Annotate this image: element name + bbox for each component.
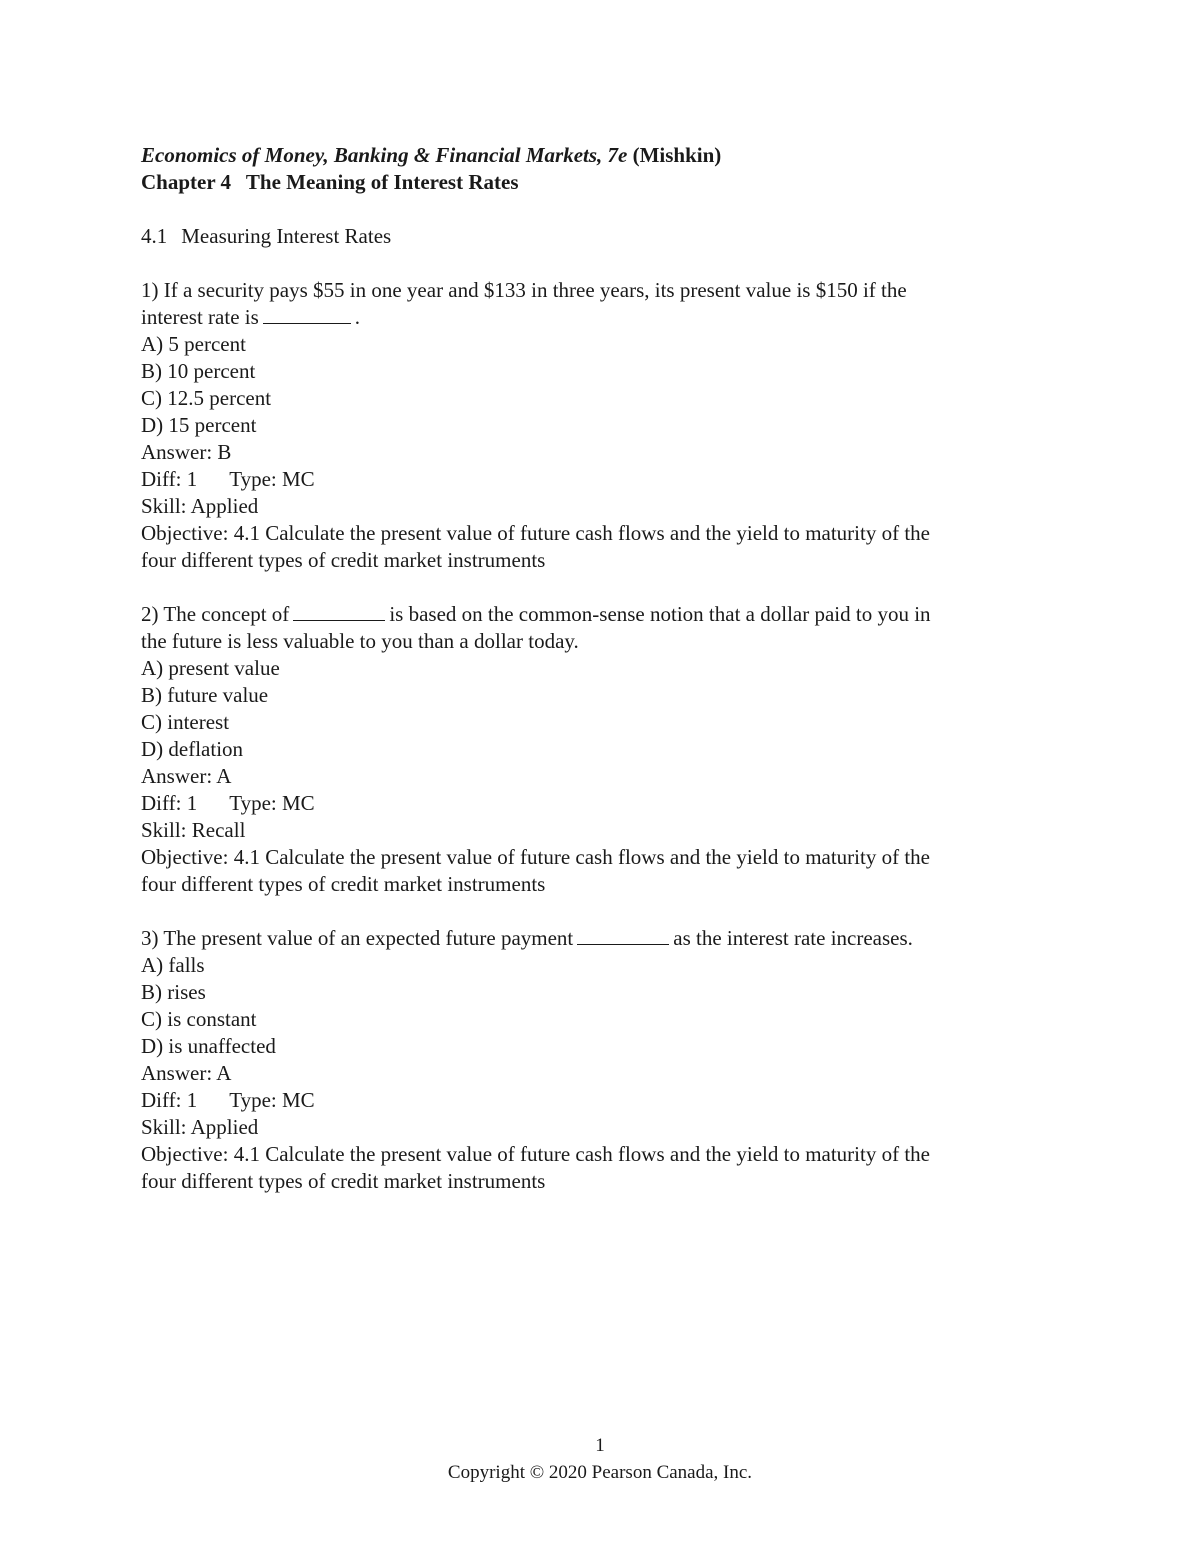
answer-line: Answer: A [141,1061,232,1085]
option-b: B) future value [141,683,269,707]
option-c: C) interest [141,710,230,734]
book-title: Economics of Money, Banking & Financial Markets, 7e [141,143,628,167]
diff-type-line [141,466,1061,493]
answer-blank [577,926,669,945]
objective-line-continued: four different types of credit market instruments [141,548,546,572]
question-type: Type: MC [229,1088,315,1112]
skill-line: Skill: Applied [141,494,259,518]
option-c: C) is constant [141,1007,257,1031]
question-stem-continued: the future is less valuable to you than a dollar today. [141,629,579,653]
objective-line-continued: four different types of credit market instruments [141,872,546,896]
diff-type-line [141,1087,1061,1114]
copyright-notice: Copyright © 2020 Pearson Canada, Inc. [447,1462,753,1483]
option-d: D) deflation [141,737,244,761]
objective-line-continued: four different types of credit market instruments [141,1169,546,1193]
answer-line: Answer: A [141,764,232,788]
objective-line: Objective: 4.1 Calculate the present value of future cash flows and the yield to maturity of the [141,521,930,545]
chapter-label: Chapter 4 [141,170,232,194]
chapter-title: The Meaning of Interest Rates [245,170,519,194]
answer-line: Answer: B [141,440,232,464]
option-a: A) 5 percent [141,332,246,356]
skill-line: Skill: Applied [141,1115,259,1139]
book-header [141,142,1061,169]
page-number: 1 [595,1435,605,1456]
question-stem-continued: interest rate is . [141,305,361,329]
objective-line: Objective: 4.1 Calculate the present value of future cash flows and the yield to maturity of the [141,845,930,869]
question-1 [141,277,1061,574]
answer-blank [263,305,351,324]
question-2 [141,601,1061,898]
book-author: (Mishkin) [632,143,722,167]
question-3 [141,925,1061,1195]
document-body [141,142,1061,1195]
chapter-heading [141,169,1061,196]
question-stem: 1) If a security pays $55 in one year and $133 in three years, its present value is $150 if the [141,278,907,302]
difficulty: Diff: 1 [141,467,198,491]
section-number: 4.1 [141,224,168,248]
question-type: Type: MC [229,467,315,491]
option-a: A) present value [141,656,280,680]
difficulty: Diff: 1 [141,1088,198,1112]
section-heading [141,223,1061,250]
section-title: Measuring Interest Rates [181,224,392,248]
skill-line: Skill: Recall [141,818,246,842]
question-stem: 3) The present value of an expected future payment as the interest rate increases. [141,926,913,950]
option-d: D) 15 percent [141,413,257,437]
answer-blank [293,602,385,621]
diff-type-line [141,790,1061,817]
option-a: A) falls [141,953,205,977]
question-type: Type: MC [229,791,315,815]
option-c: C) 12.5 percent [141,386,272,410]
difficulty: Diff: 1 [141,791,198,815]
objective-line: Objective: 4.1 Calculate the present value of future cash flows and the yield to maturity of the [141,1142,930,1166]
option-b: B) 10 percent [141,359,256,383]
question-stem: 2) The concept of is based on the common-sense notion that a dollar paid to you in [141,602,931,626]
option-b: B) rises [141,980,206,1004]
option-d: D) is unaffected [141,1034,276,1058]
